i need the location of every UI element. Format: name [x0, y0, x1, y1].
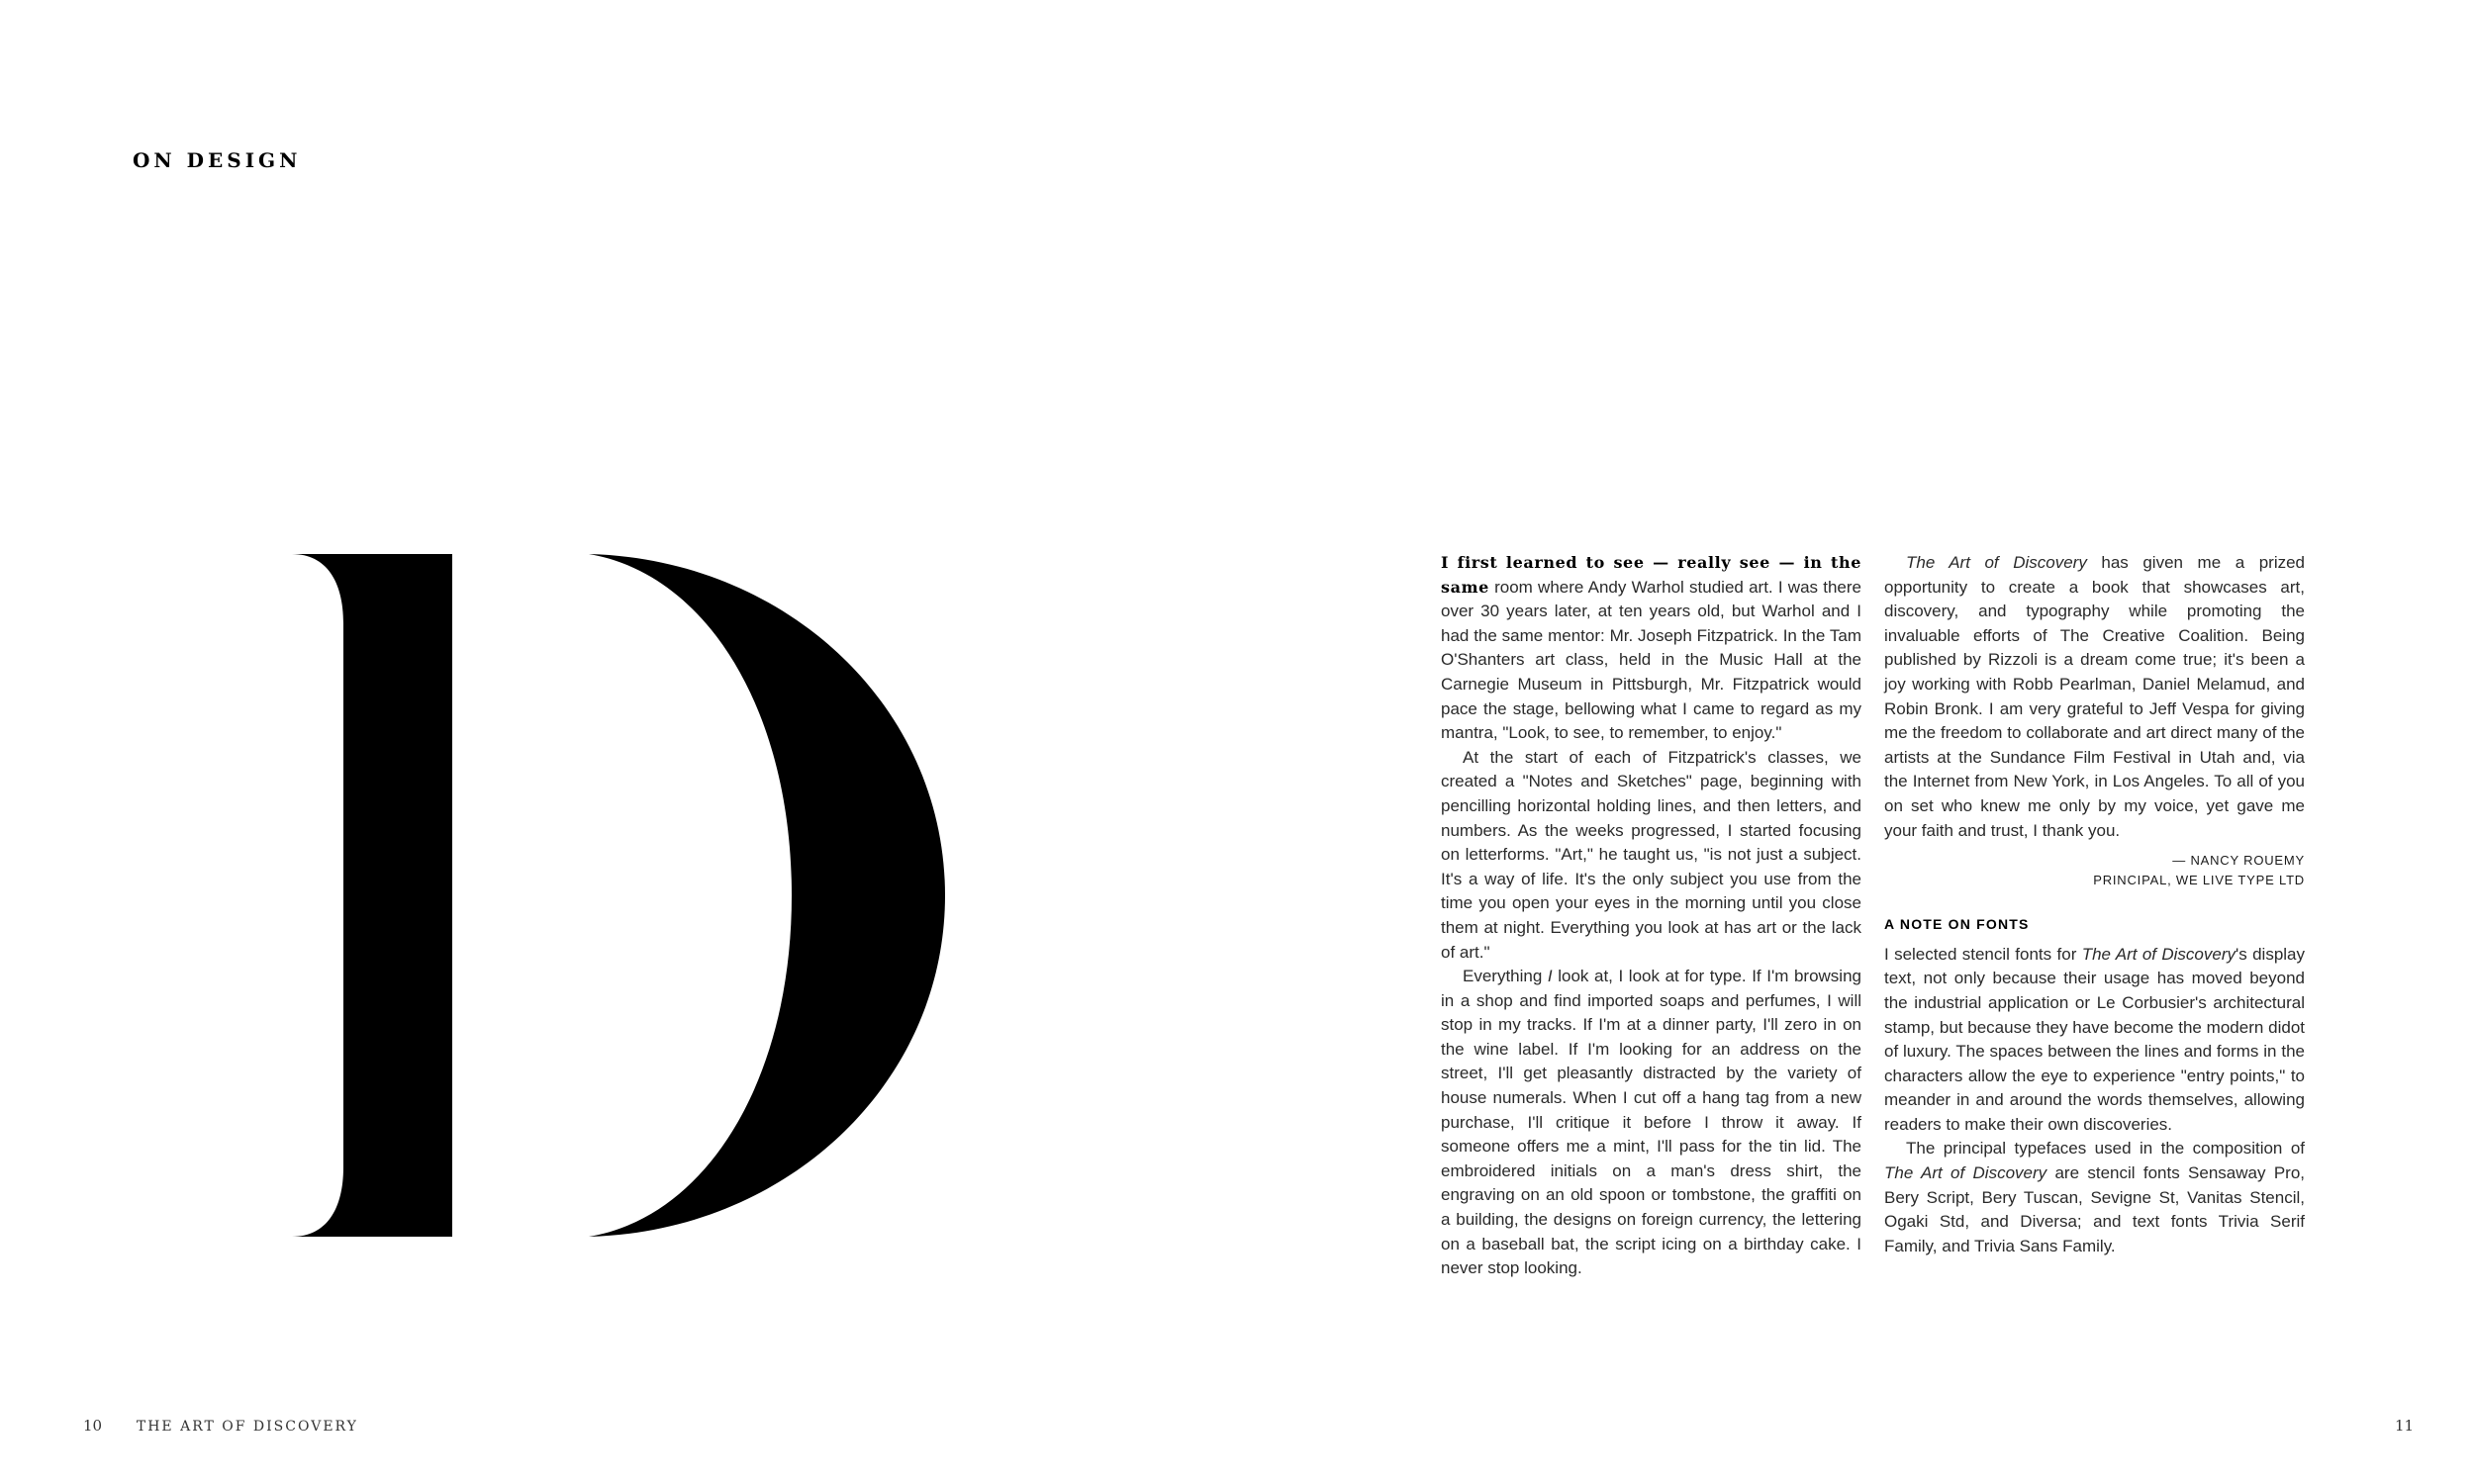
attribution-title: PRINCIPAL, WE LIVE TYPE LTD — [2093, 873, 2305, 888]
attribution — [1884, 851, 2305, 890]
text-run: The principal typefaces used in the composition of — [1906, 1139, 2305, 1159]
footer-left — [83, 1417, 358, 1435]
text-run: has given me a prized opportunity to create a book that showcases art, discovery, and typography while promoting the invaluable efforts of The Creative Coalition. Being published by Rizzoli is a dream come true; it's been a joy working with Robb Pearlman, Daniel Melamud, and Robin Bronk. I am very grateful to Jeff Vespa for giving me the freedom to collaborate and art direct many of the artists at the Sundance Film Festival in Utah and, via the Internet from New York, in Los Angeles. To all of you on set who knew me only by my voice, yet gave me your faith and trust, I thank you. — [1884, 553, 2306, 840]
section-label: ON DESIGN — [133, 148, 302, 172]
body-column-left — [1441, 551, 1861, 1281]
italic-text: The Art of Discovery — [1906, 553, 2087, 572]
page-number-left: 10 — [83, 1417, 103, 1435]
body-paragraph: At the start of each of Fitzpatrick's classes, we created a "Notes and Sketches" page, beginning with pencilling horizontal holding lines, and then letters, and numbers. As the weeks progressed, I started focusing on letterforms. "Art," he taught us, "is not just a subject. It's a way of life. It's the only subject you use from the time you open your eyes in the morning until you close them at night. Everything you look at has art or the lack of art." — [1441, 747, 1861, 962]
drop-cap-stem — [292, 554, 452, 1237]
italic-text: The Art of Discovery — [2081, 944, 2236, 964]
text-run: I selected stencil fonts for — [1884, 944, 2082, 964]
attribution-name: — NANCY ROUEMY — [2172, 853, 2305, 869]
body-paragraph — [1441, 965, 1861, 1281]
body-paragraph — [1884, 943, 2305, 1138]
drop-cap-letter-d — [292, 554, 945, 1237]
page-number-right: 11 — [2395, 1417, 2415, 1435]
drop-cap-bowl — [589, 554, 945, 1237]
text-run: are stencil fonts Sensaway Pro, Bery Script, Bery Tuscan, Sevigne St, Vanitas Stencil, Ogaki Std, and Diversa; and text fonts Trivia Serif Family, and Trivia Sans Family. — [1884, 1163, 2305, 1255]
intro-paragraph — [1441, 551, 1861, 746]
body-paragraph — [1884, 551, 2305, 843]
text-run: 's display text, not only because their usage has moved beyond the industrial application or Le Corbusier's architectural stamp, but because they have become the modern didot of luxury. The spaces between the lines and forms in the characters allow the eye to experience "entry points," to meander in and around the words themselves, allowing readers to make their own discoveries. — [1884, 944, 2306, 1134]
lead-in: I first learned to see — really see — in the same — [1441, 553, 1861, 597]
body-paragraph — [1884, 1137, 2305, 1258]
running-title: THE ART OF DISCOVERY — [136, 1419, 358, 1435]
section-heading: A NOTE ON FONTS — [1884, 916, 2030, 933]
intro-paragraph-text: room where Andy Warhol studied art. I was there over 30 years later, at ten years old, but Warhol and I had the same mentor: Mr. Joseph Fitzpatrick. In the Tam O'Shanters art class, held in the Music Hall at the Carnegie Museum in Pittsburgh, Mr. Fitzpatrick would pace the stage, bellowing what I came to regard as my mantra, "Look, to see, to remember, to enjoy." — [1441, 577, 1861, 743]
italic-text: The Art of Discovery — [1884, 1163, 2047, 1183]
italic-text: I — [1547, 967, 1553, 986]
text-run: Everything — [1463, 967, 1548, 986]
text-run: look at, I look at for type. If I'm browsing in a shop and find imported soaps and perfumes, I will stop in my tracks. If I'm at a dinner party, I'll zero in on the wine label. If I'm looking for an address on the street, I'll get pleasantly distracted by the variety of house numerals. When I cut off a hang tag from a new purchase, I'll critique it before I throw it away. If someone offers me a mint, I'll pass for the tin lid. The embroidered initials on a man's dress shirt, the engraving on an old spoon or tombstone, the graffiti on a building, the designs on foreign currency, the lettering on a baseball bat, the script icing on a birthday cake. I never stop looking. — [1441, 967, 1861, 1278]
body-column-right — [1884, 551, 2305, 1258]
